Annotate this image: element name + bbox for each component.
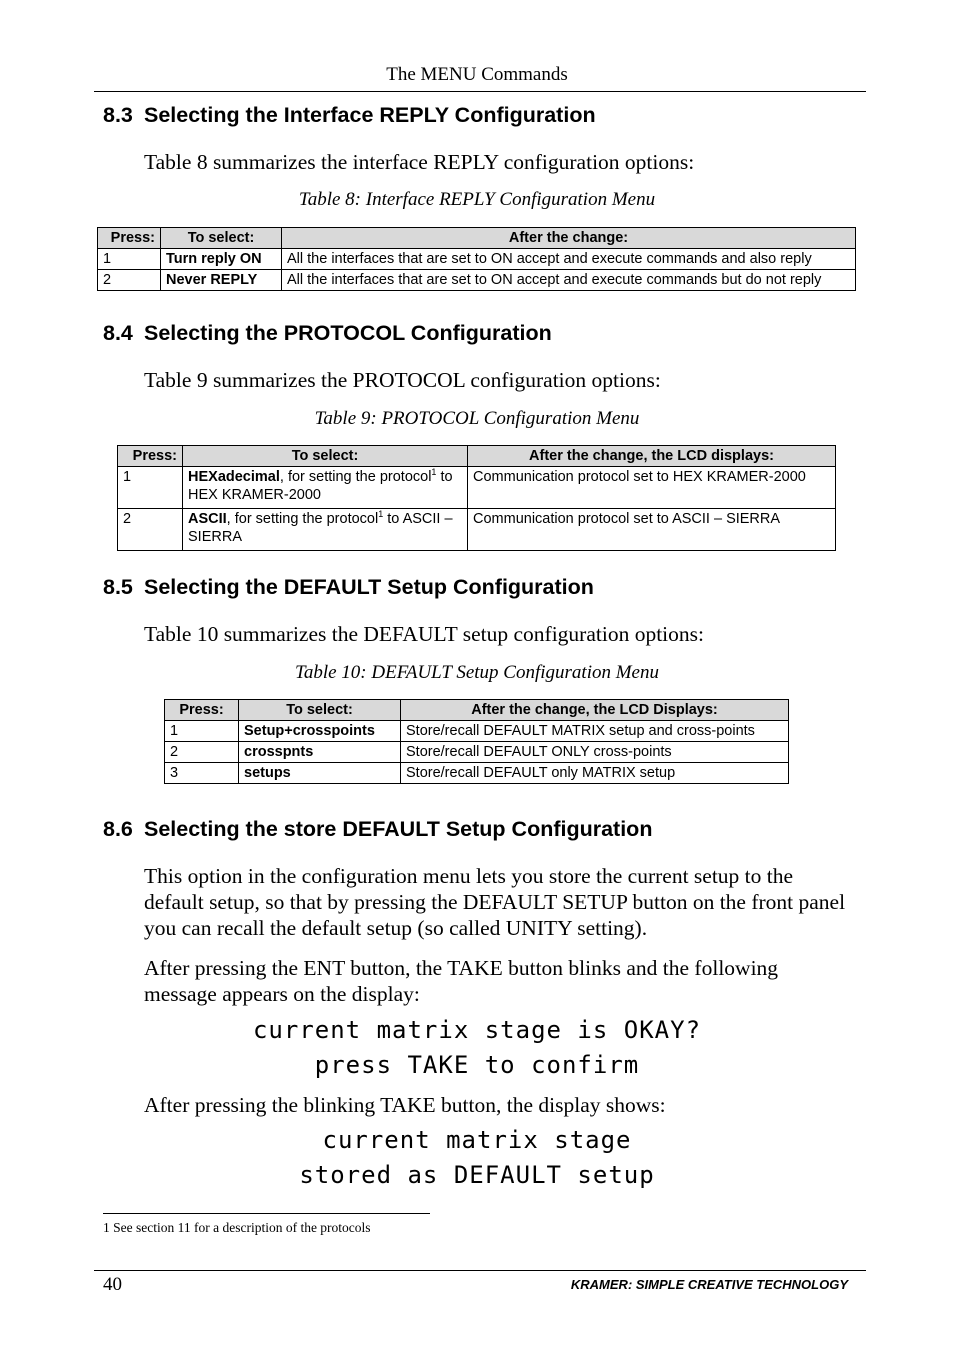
table-header-row [165,700,789,721]
section-intro: Table 9 summarizes the PROTOCOL configuration options: [144,368,661,392]
lcd-message-line: stored as DEFAULT setup [299,1161,655,1189]
body-paragraph: After pressing the blinking TAKE button, the display shows: [144,1093,666,1117]
select-cell: Never REPLY [161,270,282,291]
select-option: HEXadecimal [188,469,280,485]
running-header: The MENU Commands [386,64,568,85]
table-header-row [118,446,836,467]
section-heading-8-6 [103,817,652,842]
column-header: After the change, the LCD displays: [468,446,836,467]
section-number: 8.6 [103,817,133,841]
section-intro: Table 8 summarizes the interface REPLY configuration options: [144,150,695,174]
body-paragraph: After pressing the ENT button, the TAKE button blinks and the following message appears on the display: [144,956,779,1006]
footnote-marker: 1 [378,509,384,520]
result-cell: Communication protocol set to HEX KRAMER-2000 [468,467,836,509]
column-header: Press: [98,228,161,249]
column-header: To select: [161,228,282,249]
column-header: Press: [165,700,239,721]
table-caption: Table 8: Interface REPLY Configuration Menu [298,189,656,210]
lcd-message-line: current matrix stage [322,1126,632,1154]
table-row [165,742,789,763]
press-cell: 2 [118,509,183,551]
select-cell [183,509,468,551]
press-cell: 2 [98,270,161,291]
press-cell: 1 [118,467,183,509]
section-number: 8.4 [103,321,133,345]
footer-rule [94,1270,866,1271]
select-cell: setups [239,763,401,784]
select-description-end: to HEX KRAMER-2000 [188,469,453,503]
table-row [118,509,836,551]
select-cell [183,467,468,509]
table-row [98,270,856,291]
table-caption: Table 10: DEFAULT Setup Configuration Menu [295,662,659,683]
select-cell: Turn reply ON [161,249,282,270]
select-option: ASCII [188,511,227,527]
column-header: To select: [239,700,401,721]
section-heading-8-5 [103,575,594,600]
select-description-end: to ASCII – SIERRA [188,511,453,545]
lcd-message-line: current matrix stage is OKAY? [252,1016,702,1044]
section-heading-8-4 [103,321,552,346]
footer-brand: KRAMER: SIMPLE CREATIVE TECHNOLOGY [570,1277,848,1292]
footnote-marker: 1 [431,467,437,478]
section-title: Selecting the store DEFAULT Setup Configuration [144,817,653,841]
section-intro: Table 10 summarizes the DEFAULT setup configuration options: [144,622,704,646]
select-description: , for setting the protocol [279,469,432,485]
page-number: 40 [103,1274,122,1295]
table-row [118,467,836,509]
lcd-message-line: press TAKE to confirm [314,1051,640,1079]
section-title: Selecting the Interface REPLY Configuration [144,103,596,127]
table-row [98,249,856,270]
section-number: 8.5 [103,575,133,599]
column-header: After the change: [282,228,856,249]
section-title: Selecting the DEFAULT Setup Configuration [144,575,594,599]
press-cell: 1 [165,721,239,742]
press-cell: 3 [165,763,239,784]
section-number: 8.3 [103,103,133,127]
press-cell: 1 [98,249,161,270]
result-cell: Store/recall DEFAULT ONLY cross-points [401,742,789,763]
result-cell: Communication protocol set to ASCII – SIERRA [468,509,836,551]
footnote-rule [103,1213,430,1214]
result-cell: All the interfaces that are set to ON accept and execute commands but do not reply [282,270,856,291]
body-paragraph: This option in the configuration menu lets you store the current setup to the default setup, so that by pressing the DEFAULT SETUP button on the front panel you can recall the default setup (so called UNITY setting). [144,864,846,940]
table-row [165,721,789,742]
table-header-row [98,228,856,249]
table-caption: Table 9: PROTOCOL Configuration Menu [314,408,640,429]
press-cell: 2 [165,742,239,763]
result-cell: All the interfaces that are set to ON accept and execute commands and also reply [282,249,856,270]
section-title: Selecting the PROTOCOL Configuration [144,321,552,345]
result-cell: Store/recall DEFAULT only MATRIX setup [401,763,789,784]
select-description: , for setting the protocol [226,511,379,527]
default-setup-table [164,699,789,784]
result-cell: Store/recall DEFAULT MATRIX setup and cross-points [401,721,789,742]
column-header: Press: [118,446,183,467]
table-row [165,763,789,784]
select-cell: crosspnts [239,742,401,763]
select-cell: Setup+crosspoints [239,721,401,742]
section-heading-8-3 [103,103,596,128]
column-header: To select: [183,446,468,467]
header-rule [94,91,866,92]
reply-config-table [97,227,856,291]
column-header: After the change, the LCD Displays: [401,700,789,721]
protocol-config-table [117,445,836,551]
footnote: 1 See section 11 for a description of the protocols [103,1220,371,1235]
